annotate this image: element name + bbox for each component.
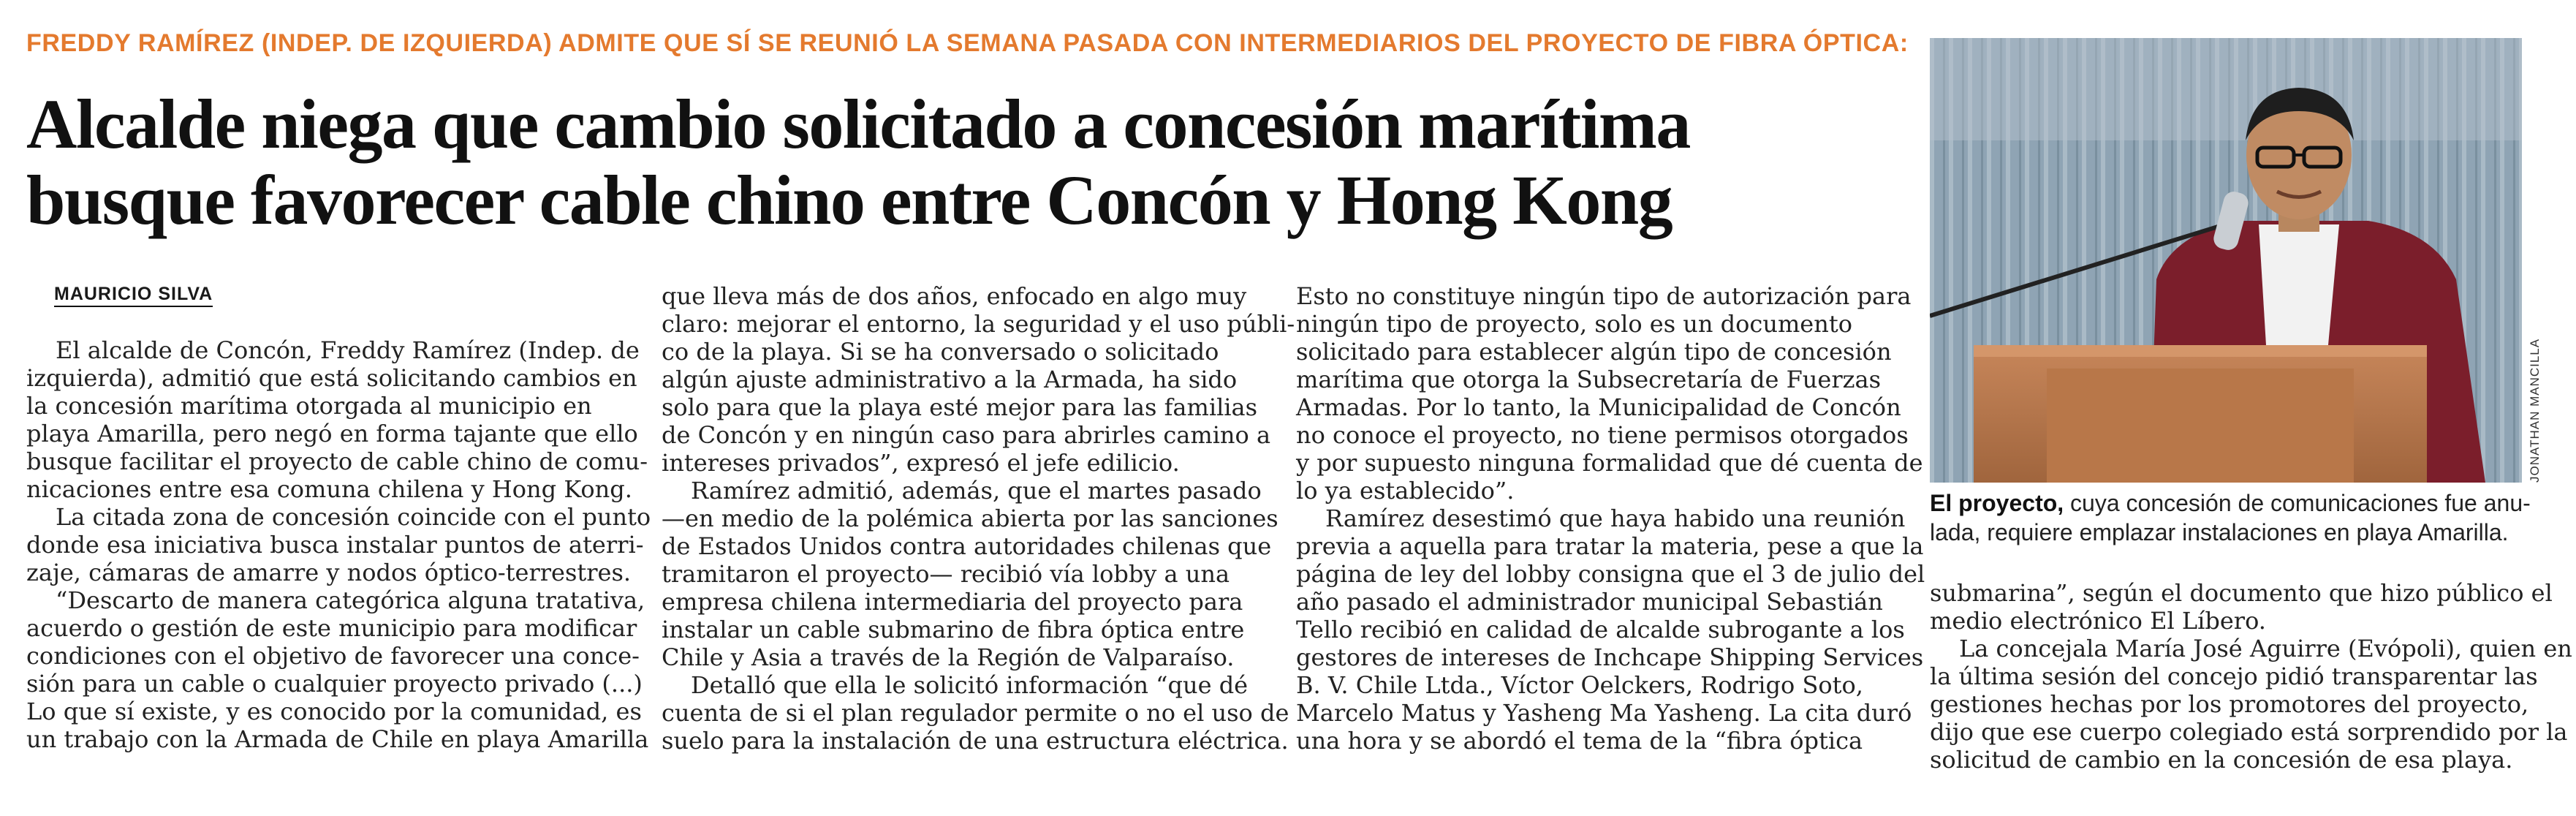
text-line: claro: mejorar el entorno, la seguridad y el uso públi-: [662, 310, 1295, 338]
article-column-1: [26, 336, 651, 753]
text-line: nicaciones entre esa comuna chilena y Hong Kong.: [26, 475, 632, 503]
text-line: Esto no constituye ningún tipo de autorización para: [1296, 282, 1912, 310]
caption-text: cuya concesión de comunicaciones fue anu-: [2064, 490, 2531, 516]
photo-caption: [1930, 488, 2551, 547]
text-line: medio electrónico El Líbero.: [1930, 607, 2266, 635]
text-line: “Descarto de manera categórica alguna tratativa,: [56, 586, 645, 614]
text-line: playa Amarilla, pero negó en forma tajante que ello: [26, 420, 638, 447]
text-line: Lo que sí existe, y es conocido por la comunidad, es: [26, 698, 642, 725]
text-line: de Estados Unidos contra autoridades chilenas que: [662, 532, 1272, 560]
photo-illustration: [1930, 38, 2522, 483]
text-line: intereses privados”, expresó el jefe edilicio.: [662, 449, 1180, 477]
article-kicker: FREDDY RAMÍREZ (INDEP. DE IZQUIERDA) ADMITE QUE SÍ SE REUNIÓ LA SEMANA PASADA CON INTERMEDIARIOS DEL PROYECTO DE FIBRA ÓPTICA:: [26, 29, 1909, 57]
caption-lead: El proyecto,: [1930, 490, 2064, 516]
text-line: suelo para la instalación de una estructura eléctrica.: [662, 727, 1289, 755]
text-line: ningún tipo de proyecto, solo es un documento: [1296, 310, 1852, 338]
article-photo: [1930, 38, 2522, 483]
text-line: de Concón y en ningún caso para abrirles camino a: [662, 421, 1271, 449]
text-line: tramitaron el proyecto— recibió vía lobby a una: [662, 560, 1230, 588]
text-line: Detalló que ella le solicitó información “que dé: [691, 671, 1249, 699]
article-column-3: [1296, 282, 1925, 755]
text-line: izquierda), admitió que está solicitando cambios en: [26, 364, 637, 392]
text-line: empresa chilena intermediaria del proyecto para: [662, 588, 1243, 616]
text-line: La concejala María José Aguirre (Evópoli), quien en: [1959, 635, 2572, 662]
text-line: condiciones con el objetivo de favorecer una conce-: [26, 642, 640, 670]
text-line: gestiones hechas por los promotores del proyecto,: [1930, 690, 2529, 718]
text-line: cuenta de si el plan regulador permite o no el uso de: [662, 699, 1289, 727]
photo-credit-text: JONATHAN MANCILLA: [2528, 338, 2542, 483]
text-line: —en medio de la polémica abierta por las sanciones: [662, 505, 1278, 532]
text-line: acuerdo o gestión de este municipio para modificar: [26, 614, 637, 642]
text-line: solo para que la playa esté mejor para las familias: [662, 393, 1258, 421]
text-line: Tello recibió en calidad de alcalde subrogante a los: [1296, 616, 1905, 643]
byline: MAURICIO SILVA: [54, 284, 213, 307]
text-line: algún ajuste administrativo a la Armada, ha sido: [662, 366, 1238, 393]
text-line: la última sesión del concejo pidió transparentar las: [1930, 662, 2538, 690]
text-line: El alcalde de Concón, Freddy Ramírez (Indep. de: [56, 336, 640, 364]
text-line: una hora y se abordó el tema de la “fibra óptica: [1296, 727, 1863, 755]
headline-line-1: Alcalde niega que cambio solicitado a concesión marítima: [26, 85, 1690, 163]
text-line: marítima que otorga la Subsecretaría de Fuerzas: [1296, 366, 1881, 393]
text-line: página de ley del lobby consigna que el 3 de julio del: [1296, 560, 1925, 588]
text-line: Chile y Asia a través de la Región de Valparaíso.: [662, 643, 1235, 671]
text-line: Marcelo Matus y Yasheng Ma Yasheng. La cita duró: [1296, 699, 1912, 727]
text-line: y por supuesto ninguna formalidad que dé cuenta de: [1296, 449, 1923, 477]
article-headline: [26, 86, 1898, 238]
text-line: Ramírez admitió, además, que el martes pasado: [691, 477, 1262, 505]
text-line: gestores de intereses de Inchcape Shipping Services: [1296, 643, 1924, 671]
text-line: dijo que ese cuerpo colegiado está sorprendido por la: [1930, 718, 2568, 746]
caption-text-line-2: lada, requiere emplazar instalaciones en playa Amarilla.: [1930, 519, 2509, 545]
text-line: un trabajo con la Armada de Chile en playa Amarilla: [26, 725, 649, 753]
text-line: zaje, cámaras de amarre y nodos óptico-terrestres.: [26, 559, 632, 586]
text-line: donde esa iniciativa busca instalar puntos de aterri-: [26, 531, 644, 559]
text-line: Armadas. Por lo tanto, la Municipalidad de Concón: [1296, 393, 1901, 421]
text-line: B. V. Chile Ltda., Víctor Oelckers, Rodrigo Soto,: [1296, 671, 1863, 699]
text-line: sión para un cable o cualquier proyecto privado (...): [26, 670, 643, 698]
text-line: Ramírez desestimó que haya habido una reunión: [1325, 505, 1906, 532]
text-line: solicitado para establecer algún tipo de concesión: [1296, 338, 1892, 366]
text-line: submarina”, según el documento que hizo público el: [1930, 579, 2553, 607]
text-line: La citada zona de concesión coincide con el punto: [56, 503, 651, 531]
article-column-4: [1930, 579, 2572, 774]
text-line: año pasado el administrador municipal Sebastián: [1296, 588, 1883, 616]
text-line: no conoce el proyecto, no tiene permisos otorgados: [1296, 421, 1909, 449]
text-line: instalar un cable submarino de fibra óptica entre: [662, 616, 1245, 643]
text-line: previa a aquella para tratar la materia, pese a que la: [1296, 532, 1924, 560]
headline-line-2: busque favorecer cable chino entre Concón y Hong Kong: [26, 161, 1672, 239]
article-column-2: [662, 282, 1295, 755]
text-line: solicitud de cambio en la concesión de esa playa.: [1930, 746, 2513, 774]
text-line: que lleva más de dos años, enfocado en algo muy: [662, 282, 1247, 310]
text-line: lo ya establecido”.: [1296, 477, 1515, 505]
text-line: busque facilitar el proyecto de cable chino de comu-: [26, 447, 648, 475]
text-line: co de la playa. Si se ha conversado o solicitado: [662, 338, 1219, 366]
text-line: la concesión marítima otorgada al municipio en: [26, 392, 592, 420]
